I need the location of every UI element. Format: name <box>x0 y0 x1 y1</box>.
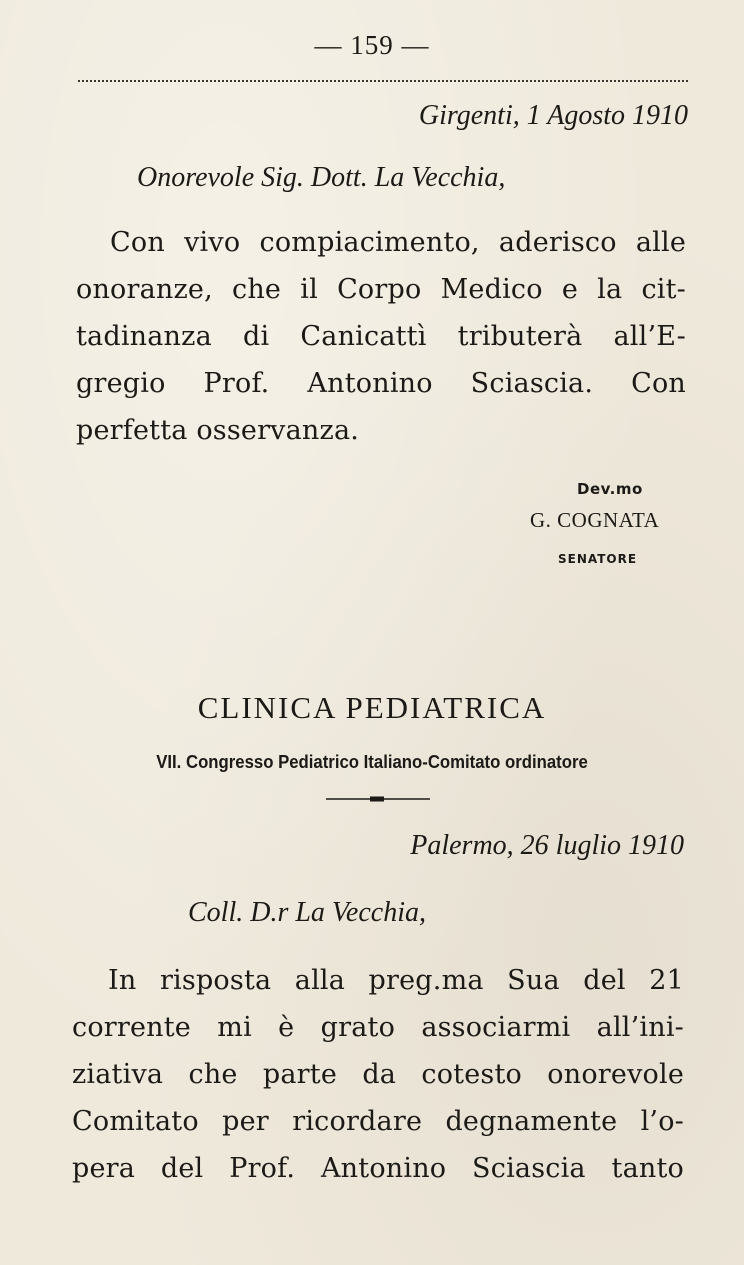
page-number: — 159 — <box>314 30 430 60</box>
letter1-line-4: gregio Prof. Antonino Sciascia. Con <box>76 368 686 399</box>
letter1-closing: Dev.mo <box>577 480 643 498</box>
letter2-line-4: Comitato per ricordare degnamente l’o- <box>72 1106 684 1137</box>
letter1-line-3: tadinanza di Canicattì tributerà all’E- <box>76 321 686 352</box>
letter2-line-5: pera del Prof. Antonino Sciascia tanto <box>72 1153 684 1184</box>
dotted-separator <box>78 80 688 82</box>
letter1-line-5: perfetta osservanza. <box>76 415 360 446</box>
letter2-place-date: Palermo, 26 luglio 1910 <box>410 830 684 861</box>
letter2-line-3: ziativa che parte da cotesto onorevole <box>72 1059 684 1090</box>
letter1-line-1: Con vivo compiacimento, aderisco alle <box>110 227 686 258</box>
letter2-line-2: corrente mi è grato associarmi all’ini- <box>72 1012 684 1043</box>
ornament-rule <box>326 795 430 803</box>
letter2-salutation: Coll. D.r La Vecchia, <box>188 897 426 928</box>
letter1-signer-title: SENATORE <box>558 552 638 566</box>
letter1-salutation: Onorevole Sig. Dott. La Vecchia, <box>137 162 506 193</box>
letter1-body <box>76 219 686 454</box>
letter1-place-date: Girgenti, 1 Agosto 1910 <box>418 100 688 131</box>
letter2-body <box>72 957 684 1192</box>
letter2-line-1: In risposta alla preg.ma Sua del 21 <box>108 965 684 996</box>
section-subheading: VII. Congresso Pediatrico Italiano-Comitato ordinatore <box>156 752 588 772</box>
letter1-signer: G. COGNATA <box>530 508 660 532</box>
section-heading: CLINICA PEDIATRICA <box>197 690 547 725</box>
letter1-line-2: onoranze, che il Corpo Medico e la cit- <box>76 274 686 305</box>
